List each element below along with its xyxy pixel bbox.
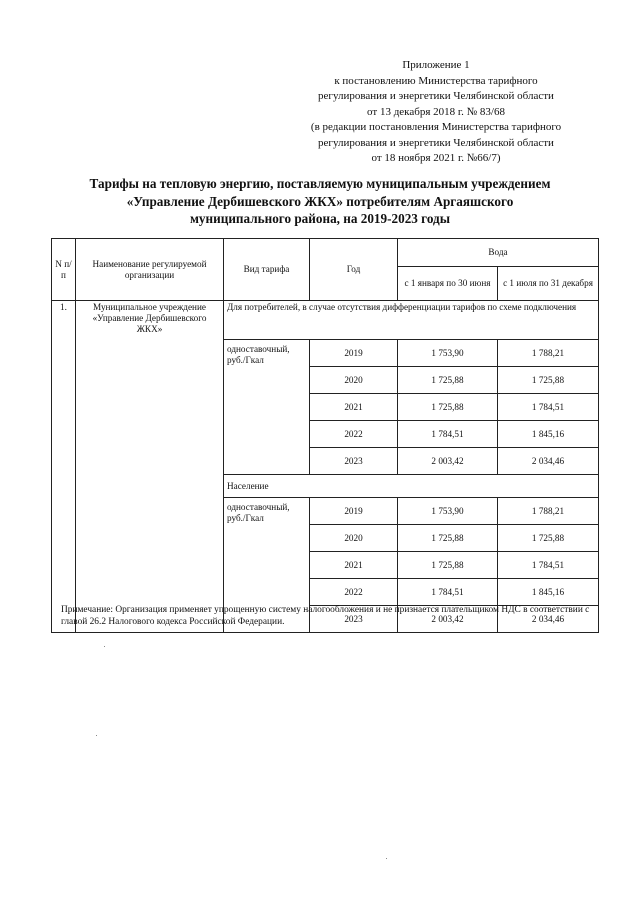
- appendix-line: регулирования и энергетики Челябинской области: [318, 136, 554, 149]
- year-cell: 2023: [310, 606, 398, 633]
- tariff-type-cell: одноставочный, руб./Гкал: [224, 498, 310, 633]
- first-half-value: 2 003,42: [398, 606, 498, 633]
- first-half-value: 1 725,88: [398, 394, 498, 421]
- appendix-line: к постановлению Министерства тарифного: [334, 74, 538, 87]
- first-half-value: 2 003,42: [398, 448, 498, 475]
- scan-speck: [104, 646, 105, 647]
- year-cell: 2021: [310, 552, 398, 579]
- first-half-value: 1 725,88: [398, 525, 498, 552]
- appendix-line: от 13 декабря 2018 г. № 83/68: [367, 105, 505, 118]
- header-tariff-type: Вид тарифа: [224, 239, 310, 301]
- second-half-value: 2 034,46: [498, 448, 599, 475]
- second-half-value: 1 788,21: [498, 498, 599, 525]
- year-cell: 2023: [310, 448, 398, 475]
- scan-speck: [96, 735, 97, 736]
- first-half-value: 1 753,90: [398, 498, 498, 525]
- title-line: муниципального района, на 2019-2023 годы: [189, 211, 451, 226]
- year-cell: 2020: [310, 367, 398, 394]
- organization-cell: Муниципальное учреждение «Управление Дербишевского ЖКХ»: [76, 301, 224, 633]
- scan-speck: [386, 858, 387, 859]
- year-cell: 2019: [310, 498, 398, 525]
- year-cell: 2021: [310, 394, 398, 421]
- appendix-line: Приложение 1: [402, 59, 470, 71]
- title-line: «Управление Дербишевского ЖКХ» потребителям Аргаяшского: [126, 193, 514, 209]
- year-cell: 2022: [310, 579, 398, 606]
- header-organization: Наименование регулируемой организации: [76, 239, 224, 301]
- group-title: Для потребителей, в случае отсутствия дифференциации тарифов по схеме подключения: [224, 301, 599, 340]
- row-number-cell: 1.: [52, 301, 76, 633]
- second-half-value: 1 784,51: [498, 394, 599, 421]
- appendix-line: (в редакции постановления Министерства тарифного: [310, 121, 562, 133]
- second-half-value: 1 725,88: [498, 367, 599, 394]
- header-number: N п/п: [52, 239, 76, 301]
- group-title: Население: [224, 475, 599, 498]
- appendix-line: регулирования и энергетики Челябинской области: [318, 90, 554, 102]
- tariff-table: [51, 238, 599, 633]
- first-half-value: 1 725,88: [398, 367, 498, 394]
- footnote: Примечание: Организация применяет упрощенную систему налогообложения и не признается плательщиком НДС в соответствии с главой 26.2 Налогового кодекса Российской Федерации.: [61, 605, 590, 627]
- second-half-value: 1 845,16: [498, 421, 599, 448]
- year-cell: 2020: [310, 525, 398, 552]
- second-half-value: 1 725,88: [498, 525, 599, 552]
- year-cell: 2019: [310, 340, 398, 367]
- header-first-half: с 1 января по 30 июня: [398, 267, 498, 301]
- title-line: Тарифы на тепловую энергию, поставляемую муниципальным учреждением: [89, 176, 551, 191]
- appendix-line: от 18 ноября 2021 г. №66/7): [371, 152, 501, 164]
- header-water: Вода: [398, 239, 599, 267]
- header-year: Год: [310, 239, 398, 301]
- document-title: [50, 175, 590, 228]
- second-half-value: 1 845,16: [498, 579, 599, 606]
- second-half-value: 1 788,21: [498, 340, 599, 367]
- appendix-block: [276, 58, 596, 167]
- first-half-value: 1 784,51: [398, 579, 498, 606]
- second-half-value: 1 784,51: [498, 552, 599, 579]
- first-half-value: 1 753,90: [398, 340, 498, 367]
- second-half-value: 2 034,46: [498, 606, 599, 633]
- first-half-value: 1 784,51: [398, 421, 498, 448]
- header-second-half: с 1 июля по 31 декабря: [498, 267, 599, 301]
- first-half-value: 1 725,88: [398, 552, 498, 579]
- tariff-type-cell: одноставочный, руб./Гкал: [224, 340, 310, 475]
- year-cell: 2022: [310, 421, 398, 448]
